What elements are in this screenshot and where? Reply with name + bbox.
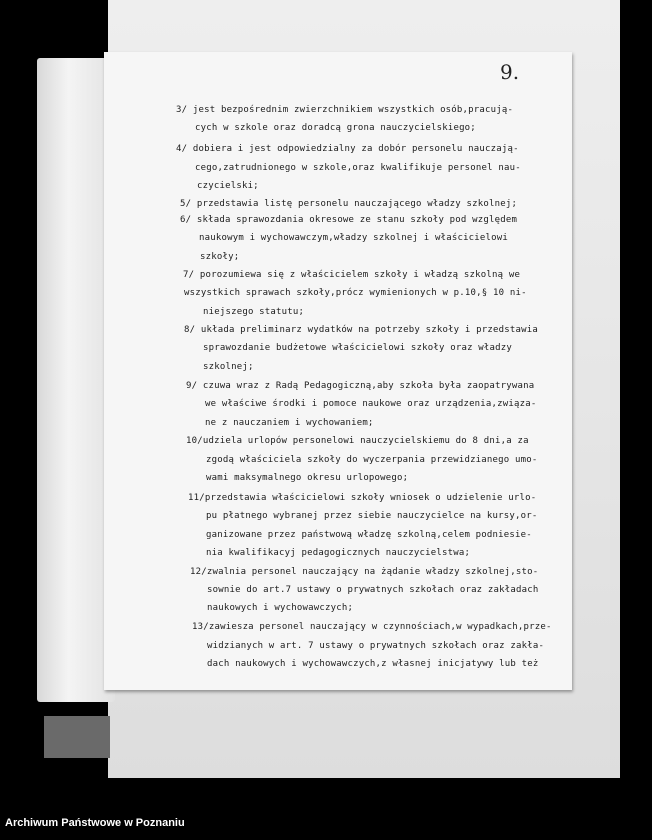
text-line: zgodą właściciela szkoły do wyczerpania przewidzianego umo-: [206, 455, 538, 465]
text-line: szkolnej;: [203, 362, 254, 372]
text-line: 3/ jest bezpośrednim zwierzchnikiem wszystkich osób,pracują-: [176, 105, 514, 115]
scan-shadow: [44, 716, 110, 758]
text-line: widzianych w art. 7 ustawy o prywatnych szkołach oraz zakła-: [207, 641, 545, 651]
text-line: ne z nauczaniem i wychowaniem;: [205, 418, 374, 428]
text-line: wami maksymalnego okresu urlopowego;: [206, 473, 409, 483]
text-line: 9/ czuwa wraz z Radą Pedagogiczną,aby szkoła była zaopatrywana: [186, 381, 535, 391]
text-line: 4/ dobiera i jest odpowiedzialny za dobór personelu nauczają-: [176, 144, 519, 154]
text-line: naukowych i wychowawczych;: [207, 603, 354, 613]
text-line: we właściwe środki i pomoce naukowe oraz urządzenia,związa-: [205, 399, 537, 409]
page-number: 9.: [500, 60, 520, 84]
text-line: 12/zwalnia personel nauczający na żądanie władzy szkolnej,sto-: [190, 567, 539, 577]
text-line: naukowym i wychowawczym,władzy szkolnej i właścicielowi: [199, 233, 509, 243]
text-line: 7/ porozumiewa się z właścicielem szkoły i władzą szkolną we: [183, 270, 521, 280]
text-line: 8/ układa preliminarz wydatków na potrzeby szkoły i przedstawia: [184, 325, 538, 335]
text-line: szkoły;: [200, 252, 240, 262]
text-line: niejszego statutu;: [203, 307, 305, 317]
text-line: nia kwalifikacyj pedagogicznych nauczycielstwa;: [206, 548, 471, 558]
text-line: ganizowane przez państwową władzę szkolną,celem podniesie-: [206, 530, 532, 540]
text-line: czycielski;: [197, 181, 259, 191]
text-line: wszystkich sprawach szkoły,prócz wymienionych w p.10,§ 10 ni-: [184, 288, 527, 298]
text-line: 5/ przedstawia listę personelu nauczającego władzy szkolnej;: [180, 199, 518, 209]
text-line: 10/udziela urlopów personelowi nauczycielskiemu do 8 dni,a za: [186, 436, 529, 446]
text-line: sownie do art.7 ustawy o prywatnych szkołach oraz zakładach: [207, 585, 539, 595]
text-line: cego,zatrudnionego w szkole,oraz kwalifikuje personel nau-: [195, 163, 521, 173]
text-line: dach naukowych i wychowawczych,z własnej inicjatywy lub też: [207, 659, 539, 669]
text-line: pu płatnego wybranej przez siebie nauczycielce na kursy,or-: [206, 511, 538, 521]
archive-label: Archiwum Państwowe w Poznaniu: [5, 817, 185, 829]
text-line: 13/zawiesza personel nauczający w czynnościach,w wypadkach,prze-: [192, 622, 552, 632]
text-line: 11/przedstawia właścicielowi szkoły wniosek o udzielenie urlo-: [188, 493, 537, 503]
text-line: sprawozdanie budżetowe właścicielowi szkoły oraz władzy: [203, 343, 513, 353]
text-line: 6/ składa sprawozdania okresowe ze stanu szkoły pod względem: [180, 215, 518, 225]
text-line: cych w szkole oraz doradcą grona nauczycielskiego;: [195, 123, 476, 133]
